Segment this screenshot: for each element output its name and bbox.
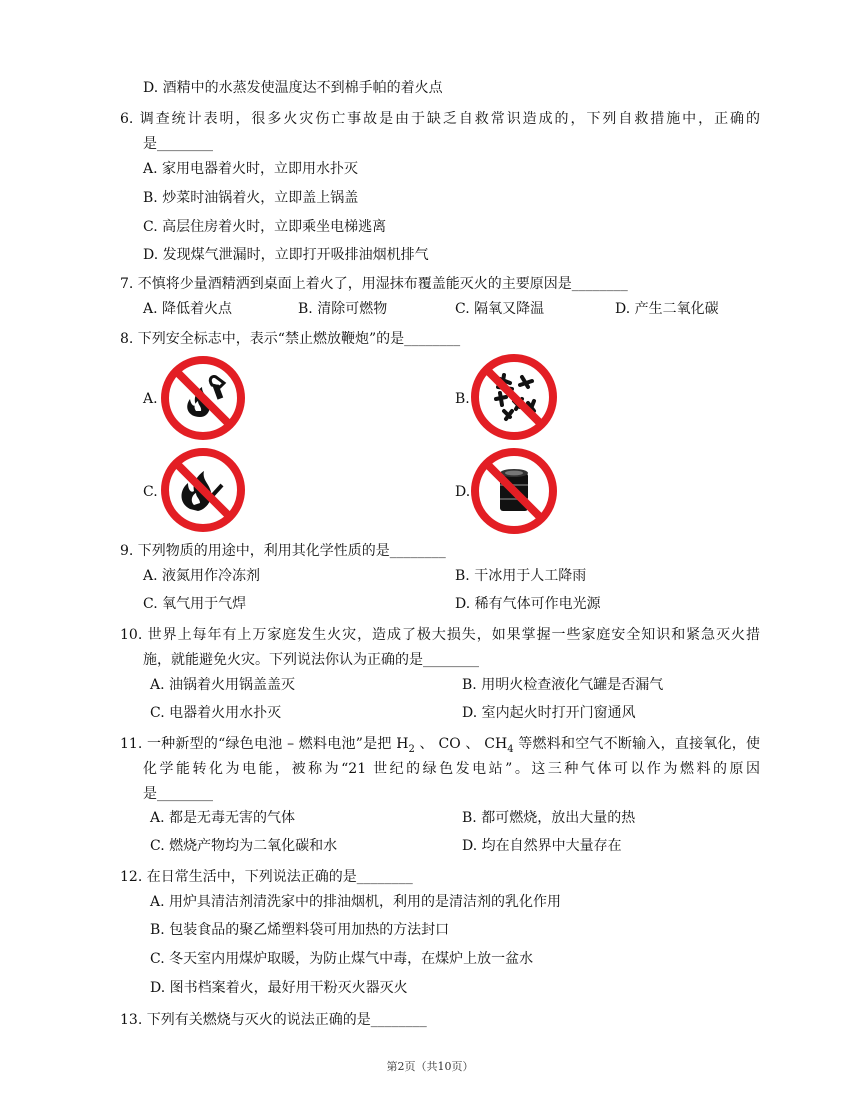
- q10-option-a: A. 油锅着火用锅盖盖灭: [150, 677, 296, 693]
- q11-option-c: C. 燃烧产物均为二氧化碳和水: [150, 838, 338, 854]
- q7-option-a: A. 降低着火点: [143, 301, 233, 317]
- q12-stem: 12. 在日常生活中，下列说法正确的是________: [120, 869, 413, 885]
- q7-stem: 7. 不慎将少量酒精洒到桌面上着火了，用湿抹布覆盖能灭火的主要原因是________: [120, 276, 628, 292]
- q6-stem-line1: 6. 调查统计表明，很多火灾伤亡事故是由于缺乏自救常识造成的，下列自救措施中，正确的: [120, 111, 760, 127]
- q8-label-d: D.: [455, 484, 471, 500]
- q11-stem-line2: 化学能转化为电能，被称为“21 世纪的绿色发电站”。这三种气体可以作为燃料的原因: [143, 761, 760, 777]
- q9-stem: 9. 下列物质的用途中，利用其化学性质的是________: [120, 543, 446, 559]
- q7-option-c: C. 隔氧又降温: [455, 301, 545, 317]
- q11-stem-line1: 11. 一种新型的“绿色电池 – 燃料电池”是把 $H_2$ 、 CO 、 $CH_4$ 等燃料和空气不断输入，直接氧化，使: [120, 736, 760, 755]
- q8-label-c: C.: [143, 484, 158, 500]
- q9-option-c: C. 氧气用于气焊: [143, 596, 247, 612]
- q9-option-b: B. 干冰用于人工降雨: [455, 568, 587, 584]
- no-firecrackers-icon: [470, 353, 558, 441]
- q10-stem-line1: 10. 世界上每年有上万家庭发生火灾，造成了极大损失，如果掌握一些家庭安全知识和紧急灭火措: [120, 627, 760, 643]
- q10-stem-line2: 施，就能避免火灾。下列说法你认为正确的是________: [143, 652, 479, 668]
- q6-option-d: D. 发现煤气泄漏时，立即打开吸排油烟机排气: [143, 247, 429, 263]
- q11-option-b: B. 都可燃烧，放出大量的热: [462, 810, 636, 826]
- q7-option-b: B. 清除可燃物: [298, 301, 388, 317]
- no-lighting-fire-icon: [160, 355, 246, 441]
- q6-option-a: A. 家用电器着火时，立即用水扑灭: [143, 161, 359, 177]
- q13-stem: 13. 下列有关燃烧与灭火的说法正确的是________: [120, 1012, 427, 1028]
- q10-option-c: C. 电器着火用水扑灭: [150, 705, 282, 721]
- q11-stem-line3: 是________: [143, 786, 213, 802]
- page-footer: 第2页（共10页）: [386, 1060, 474, 1073]
- q12-option-b: B. 包装食品的聚乙烯塑料袋可用加热的方法封口: [150, 922, 450, 938]
- q7-option-d: D. 产生二氧化碳: [615, 301, 719, 317]
- q12-option-a: A. 用炉具清洁剂清洗家中的排油烟机，利用的是清洁剂的乳化作用: [150, 894, 562, 910]
- q8-label-a: A.: [143, 391, 158, 407]
- q11-option-a: A. 都是无毒无害的气体: [150, 810, 296, 826]
- q8-label-b: B.: [455, 391, 470, 407]
- q12-option-c: C. 冬天室内用煤炉取暖，为防止煤气中毒，在煤炉上放一盆水: [150, 951, 534, 967]
- q11-option-d: D. 均在自然界中大量存在: [462, 838, 622, 854]
- q9-option-d: D. 稀有气体可作电光源: [455, 596, 601, 612]
- q12-option-d: D. 图书档案着火，最好用干粉灭火器灭火: [150, 980, 408, 996]
- no-oil-barrel-icon: [470, 447, 558, 535]
- q6-stem-line2: 是________: [143, 136, 213, 152]
- q8-stem: 8. 下列安全标志中，表示“禁止燃放鞭炮”的是________: [120, 331, 461, 347]
- q5-option-d: D. 酒精中的水蒸发使温度达不到棉手帕的着火点: [143, 80, 443, 96]
- q9-option-a: A. 液氮用作冷冻剂: [143, 568, 261, 584]
- q6-option-c: C. 高层住房着火时，立即乘坐电梯逃离: [143, 219, 387, 235]
- q10-option-b: B. 用明火检查液化气罐是否漏气: [462, 677, 664, 693]
- q10-option-d: D. 室内起火时打开门窗通风: [462, 705, 636, 721]
- q6-option-b: B. 炒菜时油锅着火，立即盖上锅盖: [143, 190, 359, 206]
- no-open-flame-icon: [160, 447, 246, 533]
